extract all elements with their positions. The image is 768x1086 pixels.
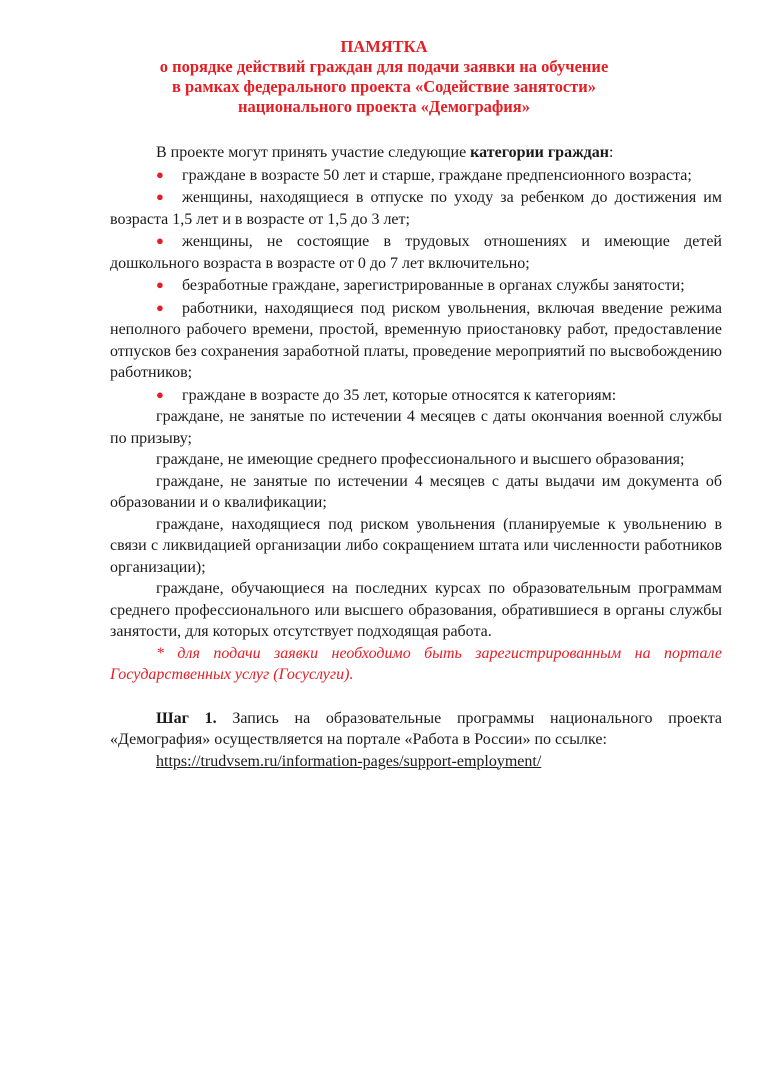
document-body <box>110 142 722 772</box>
link-paragraph <box>110 751 722 773</box>
sub-item: граждане, находящиеся под риском увольнения (планируемые к увольнению в связи с ликвидацией организации либо сокращением штата или численности работников организации); <box>110 515 722 576</box>
bullet-item: ● безработные граждане, зарегистрированные в органах службы занятости; <box>110 274 722 297</box>
intro-bold: категории граждан <box>470 144 609 161</box>
subtitle-line-2: в рамках федерального проекта «Содействие занятости» <box>171 77 597 96</box>
step-1-label: Шаг 1. <box>156 709 217 727</box>
bullet-item: ● граждане в возрасте до 35 лет, которые относятся к категориям: <box>110 384 722 407</box>
document-title: ПАМЯТКА <box>340 37 428 56</box>
bullet-item: ● граждане в возрасте 50 лет и старше, граждане предпенсионного возраста; <box>110 164 722 187</box>
document-header <box>0 37 768 117</box>
trudvsem-link[interactable]: https://trudvsem.ru/information-pages/support-employment/ <box>156 752 542 770</box>
sub-item: граждане, не занятые по истечении 4 месяцев с даты окончания военной службы по призыву; <box>110 408 722 447</box>
subtitle-line-3: национального проекта «Демография» <box>238 97 530 116</box>
intro-paragraph: В проекте могут принять участие следующие категории граждан: <box>156 144 614 161</box>
bullet-icon: ● <box>156 166 164 182</box>
bullet-icon: ● <box>156 277 164 292</box>
sub-item: граждане, обучающиеся на последних курсах по образовательным программам среднего профессионального или высшего образования, обратившиеся в органы службы занятости, для которых отсутствует подходящая работа. <box>110 580 722 640</box>
bullet-icon: ● <box>156 189 164 204</box>
sub-item: граждане, не имеющие среднего профессионального и высшего образования; <box>156 451 685 468</box>
bullet-item: ● женщины, находящиеся в отпуске по уходу за ребенком до достижения им возраста 1,5 лет и в возрасте от 1,5 до 3 лет; <box>110 186 722 230</box>
subtitle-line-1: о порядке действий граждан для подачи заявки на обучение <box>159 57 609 76</box>
bullet-icon: ● <box>156 386 164 402</box>
bullet-item: ● работники, находящиеся под риском увольнения, включая введение режима неполного рабочего времени, простой, временную приостановку работ, предоставление отпусков без сохранения заработной платы, проведение мероприятий по высвобождению работников; <box>110 297 722 384</box>
step-1-paragraph: Шаг 1. Запись на образовательные программы национального проекта «Демография» осуществляется на портале «Работа в России» по ссылке: <box>110 709 723 748</box>
sub-item: граждане, не занятые по истечении 4 месяцев с даты выдачи им документа об образовании и о квалификации; <box>110 472 722 511</box>
bullet-item: ● женщины, не состоящие в трудовых отношениях и имеющие детей дошкольного возраста в возрасте от 0 до 7 лет включительно; <box>110 230 722 274</box>
registration-note: * для подачи заявки необходимо быть зарегистрированным на портале Государственных услуг (Госуслуги). <box>110 644 722 683</box>
spacer <box>110 686 722 708</box>
bullet-icon: ● <box>156 299 164 315</box>
bullet-icon: ● <box>156 233 164 248</box>
